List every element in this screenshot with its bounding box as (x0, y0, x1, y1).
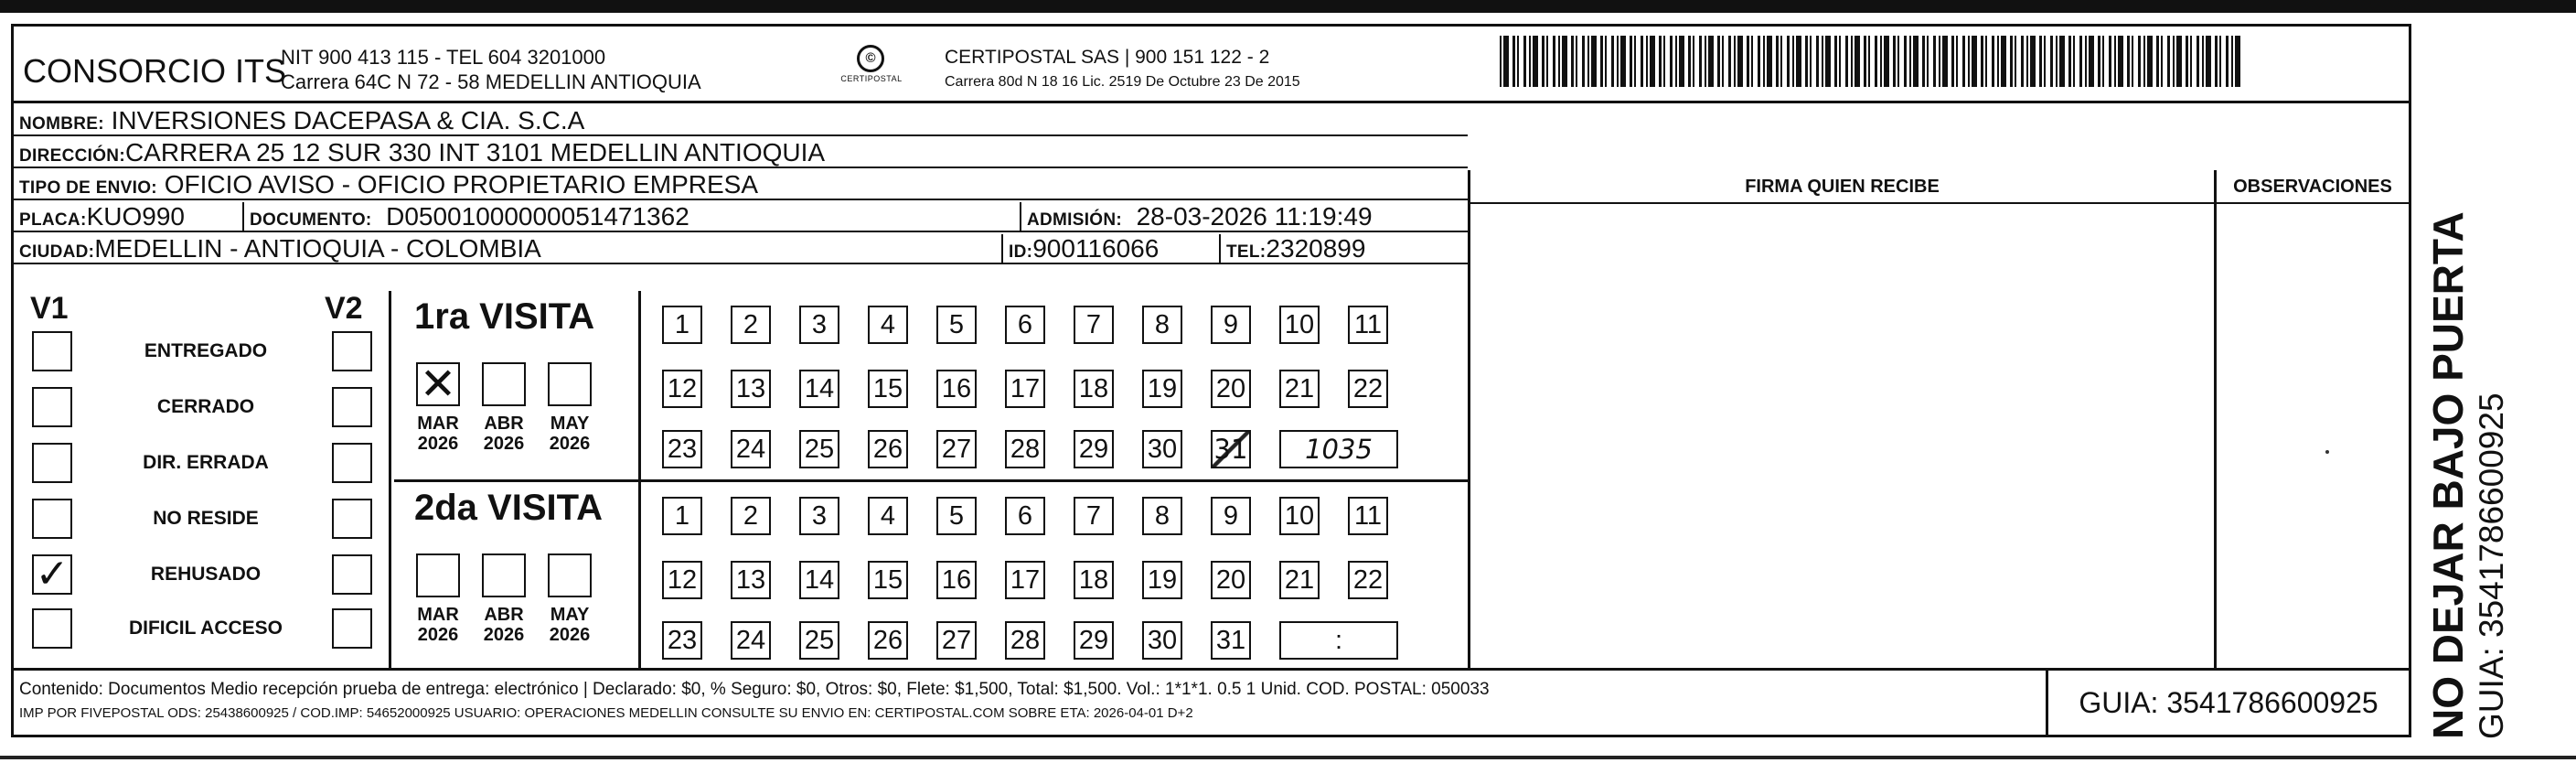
month-checkbox[interactable] (482, 553, 526, 597)
status-label: ENTREGADO (144, 340, 268, 361)
barcode-bar (1787, 36, 1790, 87)
barcode-bar (1933, 36, 1936, 87)
barcode-bar (1851, 36, 1853, 87)
barcode-bar (1822, 36, 1823, 87)
month-checkbox[interactable] (548, 362, 592, 406)
month-label: ABR 2026 (483, 605, 525, 645)
barcode-bar (2138, 36, 2141, 87)
barcode-bar (1734, 36, 1736, 87)
day-box[interactable]: 31 (1211, 621, 1251, 660)
speck (2325, 450, 2329, 454)
barcode-bar (2085, 36, 2087, 87)
barcode-bar (1717, 36, 1720, 87)
barcode-bar (1922, 36, 1925, 87)
barcode-bar (1880, 36, 1882, 87)
day-box[interactable]: 10 (1279, 497, 1320, 535)
admision-cell: ADMISIÓN: 28-03-2026 11:19:49 (1027, 202, 1373, 231)
day-box[interactable]: 24 (731, 430, 771, 468)
barcode-bar (1909, 36, 1911, 87)
barcode-bar (1523, 36, 1526, 87)
time-box[interactable]: 1035 (1279, 430, 1398, 468)
day-box[interactable]: 11 (1348, 306, 1388, 344)
barcode-bar (1884, 36, 1889, 87)
barcode-bar (2010, 36, 2013, 87)
logo-icon: © (857, 45, 884, 72)
day-box[interactable]: 14 (799, 370, 839, 408)
day-box[interactable]: 7 (1074, 306, 1114, 344)
company-name: CONSORCIO ITS (23, 52, 287, 90)
month-label: MAY 2026 (549, 605, 591, 645)
id-value: 900116066 (1032, 234, 1160, 263)
direccion-value: CARRERA 25 12 SUR 330 INT 3101 MEDELLIN ANTIOQUIA (124, 138, 826, 167)
barcode-bar (2114, 36, 2116, 87)
barcode-bar (1951, 36, 1954, 87)
status-v1-checkbox[interactable] (32, 608, 72, 649)
barcode-bar (1992, 36, 1994, 87)
barcode-bar (2197, 36, 2199, 87)
barcode-bar (2059, 36, 2065, 87)
day-box[interactable]: 14 (799, 561, 839, 599)
barcode-bar (1659, 36, 1662, 87)
day-box[interactable]: 6 (1005, 306, 1045, 344)
barcode-bar (2173, 36, 2175, 87)
footer-contents: Contenido: Documentos Medio recepción prueba de entrega: electrónico | Declarado: $0, % Seguro: $0, Otros: $0, Flete: $1,500, Total: $1,500. Vol.: 1*1*1. 0.5 1 Unid. COD. POSTAL: 050033 (19, 680, 1490, 699)
month-label: ABR 2026 (483, 414, 525, 454)
nombre-value: INVERSIONES DACEPASA & CIA. S.C.A (111, 106, 585, 134)
barcode-bar (1913, 36, 1919, 87)
barcode-bar (1805, 36, 1808, 87)
visit1-title: 1ra VISITA (414, 296, 595, 337)
day-box[interactable]: 27 (936, 430, 977, 468)
barcode-bar (2118, 36, 2123, 87)
barcode-bar (1776, 36, 1779, 87)
barcode-bar (2068, 36, 2071, 87)
day-box[interactable]: 27 (936, 621, 977, 660)
barcode-bar (1792, 36, 1794, 87)
barcode-bar (2132, 36, 2133, 87)
status-v1-checkbox[interactable] (32, 499, 72, 539)
month-checkbox[interactable] (416, 553, 460, 597)
status-label: REHUSADO (150, 564, 262, 585)
company-address: Carrera 64C N 72 - 58 MEDELLIN ANTIOQUIA (281, 70, 701, 93)
barcode-bar (1591, 36, 1597, 87)
barcode-bar (2102, 36, 2104, 87)
barcode-bar (1571, 36, 1574, 87)
barcode-bar (1542, 36, 1545, 87)
month-checkbox[interactable] (548, 553, 592, 597)
placa-cell: PLACA:KUO990 (19, 202, 185, 231)
barcode-bar (1688, 36, 1691, 87)
visit1-months (394, 291, 641, 479)
barcode-bar (1939, 36, 1940, 87)
barcode-bar (1630, 36, 1632, 87)
barcode-bar (2015, 36, 2016, 87)
status-label: DIR. ERRADA (143, 452, 269, 473)
day-box[interactable]: 30 (1142, 621, 1182, 660)
barcode-bar (2050, 36, 2053, 87)
day-box[interactable]: 29 (1074, 430, 1114, 468)
header (14, 27, 2409, 103)
month-checkbox[interactable] (482, 362, 526, 406)
nombre-cell: NOMBRE: INVERSIONES DACEPASA & CIA. S.C.A (19, 106, 585, 134)
visit2-days (644, 482, 1467, 668)
company-nit: NIT 900 413 115 - TEL 604 3201000 (281, 46, 606, 69)
status-v1-checkbox[interactable] (32, 331, 72, 371)
day-box[interactable]: 19 (1142, 561, 1182, 599)
barcode-bar (2056, 36, 2058, 87)
barcode-bar (1962, 36, 1965, 87)
barcode-bar (1634, 36, 1636, 87)
day-box[interactable]: 10 (1279, 306, 1320, 344)
day-box[interactable]: 3 (799, 497, 839, 535)
barcode-bar (1675, 36, 1677, 87)
day-box[interactable]: 25 (799, 621, 839, 660)
row-direccion (14, 138, 1468, 168)
barcode-bar (2202, 36, 2204, 87)
barcode-bar (1646, 36, 1648, 87)
day-box[interactable]: 3 (799, 306, 839, 344)
barcode-bar (1617, 36, 1619, 87)
ciudad-cell: CIUDAD:MEDELLIN - ANTIOQUIA - COLOMBIA (19, 234, 541, 263)
day-box[interactable]: 22 (1348, 370, 1388, 408)
barcode-bar (2206, 36, 2211, 87)
barcode-bar (2226, 36, 2229, 87)
barcode-bar (1600, 36, 1603, 87)
barcode-bar (1796, 36, 1801, 87)
barcode-bar (2079, 36, 2082, 87)
day-box[interactable]: 11 (1348, 497, 1388, 535)
barcode-bar (1810, 36, 1812, 87)
barcode-bar (2215, 36, 2218, 87)
barcode-bar (1679, 36, 1684, 87)
barcode-bar (1845, 36, 1848, 87)
certipostal-details (945, 45, 1300, 94)
observaciones-label: OBSERVACIONES (2233, 177, 2392, 197)
barcode-bar (1956, 36, 1958, 87)
documento-cell: DOCUMENTO: D05001000000051471362 (250, 202, 689, 231)
day-box[interactable]: 18 (1074, 370, 1114, 408)
barcode-bar (1670, 36, 1673, 87)
month-label: MAY 2026 (549, 414, 591, 454)
barcode-bar (1997, 36, 1999, 87)
day-box[interactable]: 4 (868, 497, 908, 535)
month-label: MAR 2026 (417, 414, 459, 454)
barcode-bar (2186, 36, 2188, 87)
barcode-bar (1897, 36, 1899, 87)
barcode-bar (1728, 36, 1731, 87)
barcode-bar (2030, 36, 2036, 87)
barcode-bar (2147, 36, 2153, 87)
barcode-bar (2098, 36, 2100, 87)
status-section (14, 291, 391, 668)
barcode-bar (1780, 36, 1782, 87)
barcode-bar (1968, 36, 1970, 87)
barcode-bar (1641, 36, 1643, 87)
firma-label: FIRMA QUIEN RECIBE (1745, 177, 1940, 197)
day-box[interactable]: 16 (936, 561, 977, 599)
barcode-bar (1972, 36, 1977, 87)
status-v1-checkbox[interactable] (32, 387, 72, 427)
month-checkbox[interactable]: ✕ (416, 362, 460, 406)
barcode-bar (1747, 36, 1749, 87)
day-box[interactable]: 13 (731, 561, 771, 599)
barcode-bar (1875, 36, 1877, 87)
id-cell: ID:900116066 (1009, 234, 1160, 263)
footer-print-info: IMP POR FIVEPOSTAL ODS: 25438600925 / COD.IMP: 54652000925 USUARIO: OPERACIONES MEDELLIN CONSULTE SU ENVIO EN: CERTIPOSTAL.COM SOBRE ETA: 2026-04-01 D+2 (19, 705, 1193, 721)
barcode-bar (2073, 36, 2075, 87)
row-ciudad (14, 234, 1468, 264)
day-box[interactable]: 2 (731, 306, 771, 344)
tel-cell: TEL:2320899 (1226, 234, 1366, 263)
barcode (1500, 36, 2240, 87)
barcode-bar (2021, 36, 2024, 87)
barcode-bar (2044, 36, 2046, 87)
company-details (281, 45, 701, 94)
row-placa-documento (14, 202, 1468, 232)
barcode-bar (1722, 36, 1724, 87)
certipostal-logo (826, 45, 917, 96)
status-v1-checkbox[interactable] (32, 443, 72, 483)
barcode-bar (1893, 36, 1896, 87)
visit1-days (644, 291, 1467, 479)
barcode-bar (1985, 36, 1987, 87)
receipt-frame (11, 24, 2411, 737)
barcode-bar (2235, 36, 2240, 87)
day-box[interactable]: 8 (1142, 497, 1182, 535)
barcode-bar (2026, 36, 2028, 87)
bottom-border (0, 756, 2576, 759)
day-box[interactable]: 22 (1348, 561, 1388, 599)
day-box[interactable]: 9 (1211, 306, 1251, 344)
top-border (0, 0, 2576, 13)
status-label: DIFICIL ACCESO (128, 618, 283, 639)
day-box[interactable]: 29 (1074, 621, 1114, 660)
barcode-bar (1699, 36, 1702, 87)
barcode-bar (1576, 36, 1577, 87)
time-box[interactable]: : (1279, 621, 1398, 660)
status-v2-checkbox[interactable] (332, 331, 372, 371)
day-box[interactable]: 13 (731, 370, 771, 408)
row-tipo-envio (14, 170, 1468, 200)
barcode-bar (1751, 36, 1753, 87)
barcode-bar (1605, 36, 1607, 87)
barcode-bar (1512, 36, 1515, 87)
barcode-bar (1587, 36, 1589, 87)
barcode-bar (1705, 36, 1706, 87)
day-box[interactable]: 23 (662, 621, 702, 660)
day-box[interactable]: 24 (731, 621, 771, 660)
status-v1-checkbox[interactable]: ✓ (32, 554, 72, 595)
barcode-bar (1763, 36, 1765, 87)
barcode-bar (1620, 36, 1626, 87)
barcode-bar (2190, 36, 2192, 87)
day-box[interactable]: 30 (1142, 430, 1182, 468)
barcode-bar (1558, 36, 1560, 87)
barcode-bar (1517, 36, 1519, 87)
day-box[interactable]: 4 (868, 306, 908, 344)
v1-header: V1 (30, 291, 69, 326)
row-nombre (14, 106, 1468, 136)
month-label: MAR 2026 (417, 605, 459, 645)
day-box[interactable]: 12 (662, 370, 702, 408)
barcode-bar (2219, 36, 2221, 87)
status-v2-checkbox[interactable] (332, 499, 372, 539)
barcode-bar (1650, 36, 1655, 87)
barcode-bar (1693, 36, 1694, 87)
barcode-bar (2156, 36, 2159, 87)
logo-text: CERTIPOSTAL (840, 74, 903, 83)
status-v2-checkbox[interactable] (332, 387, 372, 427)
status-v2-checkbox[interactable] (332, 554, 372, 595)
barcode-bar (1562, 36, 1567, 87)
certipostal-license: Carrera 80d N 18 16 Lic. 2519 De Octubre 23 De 2015 (945, 74, 1300, 90)
day-box[interactable]: 28 (1005, 430, 1045, 468)
barcode-bar (1663, 36, 1665, 87)
day-box[interactable]: 16 (936, 370, 977, 408)
certipostal-nit: CERTIPOSTAL SAS | 900 151 122 - 2 (945, 47, 1270, 68)
barcode-bar (1981, 36, 1983, 87)
barcode-bar (1546, 36, 1548, 87)
visit2-months (394, 482, 641, 668)
day-box[interactable]: 31 (1211, 430, 1251, 468)
documento-value: D05001000000051471362 (386, 202, 689, 231)
barcode-bar (2109, 36, 2111, 87)
status-label: CERRADO (156, 396, 255, 417)
barcode-bar (2167, 36, 2170, 87)
admision-value: 28-03-2026 11:19:49 (1136, 202, 1373, 231)
visit2-title: 2da VISITA (414, 488, 603, 528)
tel-value: 2320899 (1266, 234, 1366, 263)
day-box[interactable]: 26 (868, 621, 908, 660)
side-guia: GUIA: 3541786600925 (2473, 392, 2510, 739)
barcode-bar (1611, 36, 1614, 87)
barcode-bar (1855, 36, 1860, 87)
day-box[interactable]: 15 (868, 370, 908, 408)
barcode-bar (2176, 36, 2182, 87)
tipo-envio-cell: TIPO DE ENVIO: OFICIO AVISO - OFICIO PROPIETARIO EMPRESA (19, 170, 759, 199)
status-v2-checkbox[interactable] (332, 443, 372, 483)
day-box[interactable]: 15 (868, 561, 908, 599)
day-box[interactable]: 23 (662, 430, 702, 468)
day-box[interactable]: 17 (1005, 561, 1045, 599)
v2-header: V2 (325, 291, 363, 326)
status-v2-checkbox[interactable] (332, 608, 372, 649)
day-box[interactable]: 19 (1142, 370, 1182, 408)
tipo-envio-value: OFICIO AVISO - OFICIO PROPIETARIO EMPRESA (164, 170, 759, 199)
day-box[interactable]: 12 (662, 561, 702, 599)
barcode-bar (1503, 36, 1509, 87)
barcode-bar (1868, 36, 1870, 87)
observaciones-area[interactable] (2217, 204, 2409, 668)
barcode-bar (1834, 36, 1837, 87)
day-box[interactable]: 7 (1074, 497, 1114, 535)
barcode-bar (1816, 36, 1819, 87)
day-box[interactable]: 21 (1279, 370, 1320, 408)
day-box[interactable]: 20 (1211, 561, 1251, 599)
barcode-bar (1582, 36, 1585, 87)
barcode-bar (2089, 36, 2094, 87)
barcode-bar (2161, 36, 2163, 87)
barcode-bar (1825, 36, 1831, 87)
barcode-bar (1864, 36, 1866, 87)
barcode-bar (1839, 36, 1841, 87)
ciudad-value: MEDELLIN - ANTIOQUIA - COLOMBIA (94, 234, 541, 263)
day-box[interactable]: 26 (868, 430, 908, 468)
day-box[interactable]: 25 (799, 430, 839, 468)
side-notice (2423, 117, 2542, 739)
barcode-bar (2231, 36, 2233, 87)
barcode-bar (2001, 36, 2006, 87)
day-box[interactable]: 5 (936, 306, 977, 344)
barcode-bar (1553, 36, 1555, 87)
barcode-bar (2039, 36, 2042, 87)
placa-value: KUO990 (86, 202, 185, 231)
barcode-bar (1767, 36, 1772, 87)
barcode-bar (1737, 36, 1743, 87)
day-box[interactable]: 5 (936, 497, 977, 535)
barcode-bar (1758, 36, 1760, 87)
direccion-cell: DIRECCIÓN:CARRERA 25 12 SUR 330 INT 3101 MEDELLIN ANTIOQUIA (19, 138, 826, 167)
day-box[interactable]: 6 (1005, 497, 1045, 535)
barcode-bar (1927, 36, 1929, 87)
day-box[interactable]: 9 (1211, 497, 1251, 535)
day-box[interactable]: 17 (1005, 370, 1045, 408)
day-box[interactable]: 20 (1211, 370, 1251, 408)
status-label: NO RESIDE (153, 508, 259, 529)
barcode-bar (1500, 36, 1502, 87)
barcode-bar (1708, 36, 1714, 87)
barcode-bar (1529, 36, 1531, 87)
day-box[interactable]: 2 (731, 497, 771, 535)
side-warning: NO DEJAR BAJO PUERTA (2424, 211, 2472, 739)
barcode-bar (1533, 36, 1538, 87)
barcode-bar (1904, 36, 1907, 87)
footer-guia: GUIA: 3541786600925 (2046, 671, 2409, 737)
day-box[interactable]: 21 (1279, 561, 1320, 599)
barcode-bar (2127, 36, 2130, 87)
day-box[interactable]: 1 (662, 306, 702, 344)
barcode-bar (2143, 36, 2145, 87)
day-box[interactable]: 28 (1005, 621, 1045, 660)
barcode-bar (1942, 36, 1948, 87)
footer (14, 668, 2409, 735)
day-box[interactable]: 18 (1074, 561, 1114, 599)
firma-area[interactable] (1470, 204, 2214, 668)
day-box[interactable]: 1 (662, 497, 702, 535)
day-box[interactable]: 8 (1142, 306, 1182, 344)
